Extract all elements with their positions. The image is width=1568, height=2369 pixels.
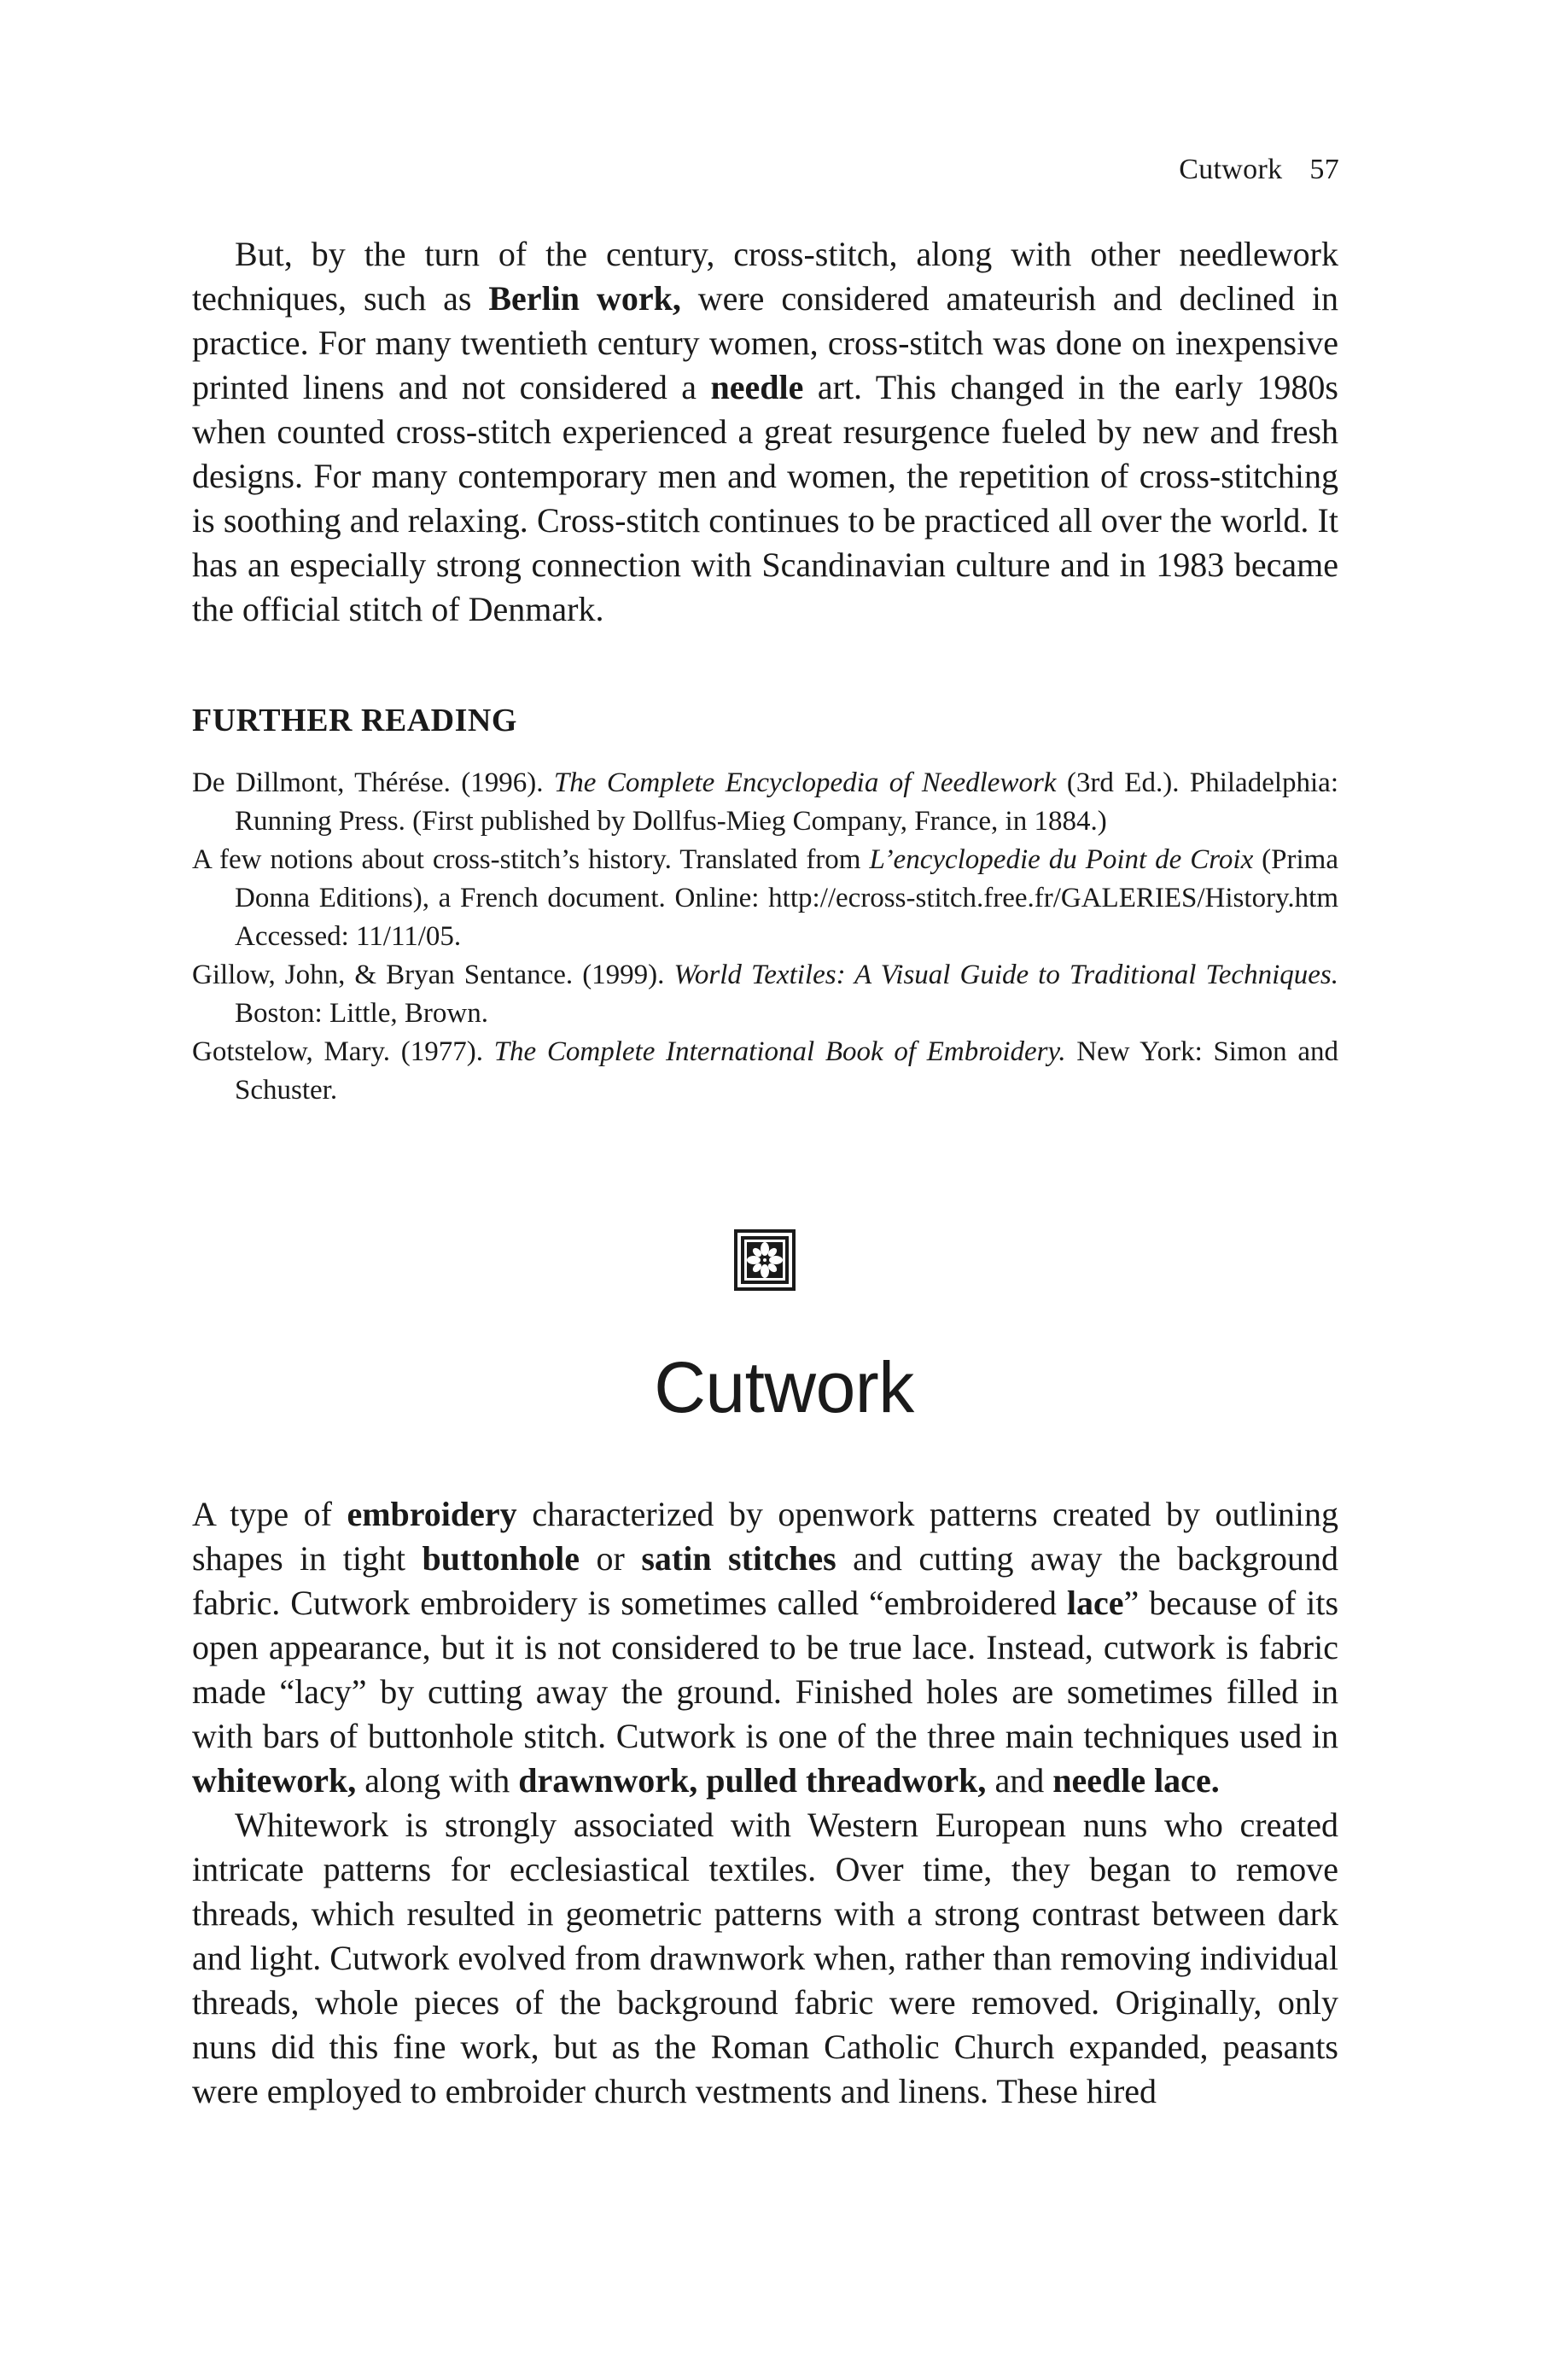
reference-item: A few notions about cross-stitch’s history. Translated from L’encyclopedie du Point de Croix (Prima Donna Editions), a French document. Online: http://ecross-stitch.free.fr/GALERIES/History.htm Accessed: 11/11/05. bbox=[192, 844, 1338, 952]
keyword-lace: lace bbox=[1066, 1584, 1124, 1622]
body-paragraph: Whitework is strongly associated with Western European nuns who created intricate patterns for ecclesiastical textiles. Over time, they began to remove threads, which resulted in geometric patterns with a strong contrast between dark and light. Cutwork evolved from drawnwork when, rather than removing individual threads, whole pieces of the background fabric were removed. Originally, only nuns did this fine work, but as the Roman Catholic Church expanded, peasants were employed to embroider church vestments and linens. These hired bbox=[192, 1806, 1338, 2110]
section-title: Cutwork bbox=[654, 1347, 914, 1427]
continued-text bbox=[192, 232, 1338, 632]
body-paragraph: But, by the turn of the century, cross-stitch, along with other needlework techniques, such as Berlin work, were considered amateurish and declined in practice. For many twentieth century women, cross-stitch was done on inexpensive printed linens and not considered a needle art. This changed in the early 1980s when counted cross-stitch experienced a great resurgence fueled by new and fresh designs. For many contemporary men and women, the repetition of cross-stitching is soothing and relaxing. Cross-stitch continues to be practiced all over the world. It has an especially strong connection with Scandinavian culture and in 1983 became the official stitch of Denmark. bbox=[192, 235, 1339, 628]
keyword-buttonhole: buttonhole bbox=[422, 1539, 580, 1578]
keyword-whitework: whitework, bbox=[192, 1761, 357, 1800]
reference-item: Gotstelow, Mary. (1977). The Complete International Book of Embroidery. New York: Simon and Schuster. bbox=[192, 1036, 1338, 1106]
keyword-needle: needle bbox=[710, 368, 804, 406]
reference-item: De Dillmont, Thérése. (1996). The Complete Encyclopedia of Needlework (3rd Ed.). Philadelphia: Running Press. (First published by Dollfus-Mieg Company, France, in 1884.) bbox=[192, 767, 1339, 837]
page-number: 57 bbox=[1309, 154, 1339, 185]
keyword-satin-stitches: satin stitches bbox=[641, 1539, 836, 1578]
square-floral-ornament-icon bbox=[734, 1229, 796, 1291]
keyword-drawnwork-pulled-threadwork: drawnwork, pulled threadwork, bbox=[518, 1761, 987, 1800]
further-reading-heading: FURTHER READING bbox=[192, 703, 517, 738]
reference-list bbox=[192, 764, 1338, 1110]
keyword-needle-lace: needle lace. bbox=[1052, 1761, 1220, 1800]
keyword-berlin-work: Berlin work, bbox=[488, 279, 681, 318]
keyword-embroidery: embroidery bbox=[347, 1495, 517, 1533]
section-body bbox=[192, 1492, 1338, 2114]
running-head-title: Cutwork bbox=[1179, 154, 1283, 185]
reference-item: Gillow, John, & Bryan Sentance. (1999). World Textiles: A Visual Guide to Traditional Techniques. Boston: Little, Brown. bbox=[192, 960, 1338, 1029]
body-paragraph: A type of embroidery characterized by openwork patterns created by outlining shapes in tight buttonhole or satin stitches and cutting away the background fabric. Cutwork embroidery is sometimes called “embroidered lace” because of its open appearance, but it is not considered to be true lace. Instead, cutwork is fabric made “lacy” by cutting away the ground. Finished holes are sometimes filled in with bars of buttonhole stitch. Cutwork is one of the three main techniques used in whitework, along with drawnwork, pulled threadwork, and needle lace. bbox=[192, 1495, 1339, 1800]
running-head bbox=[1179, 154, 1339, 186]
